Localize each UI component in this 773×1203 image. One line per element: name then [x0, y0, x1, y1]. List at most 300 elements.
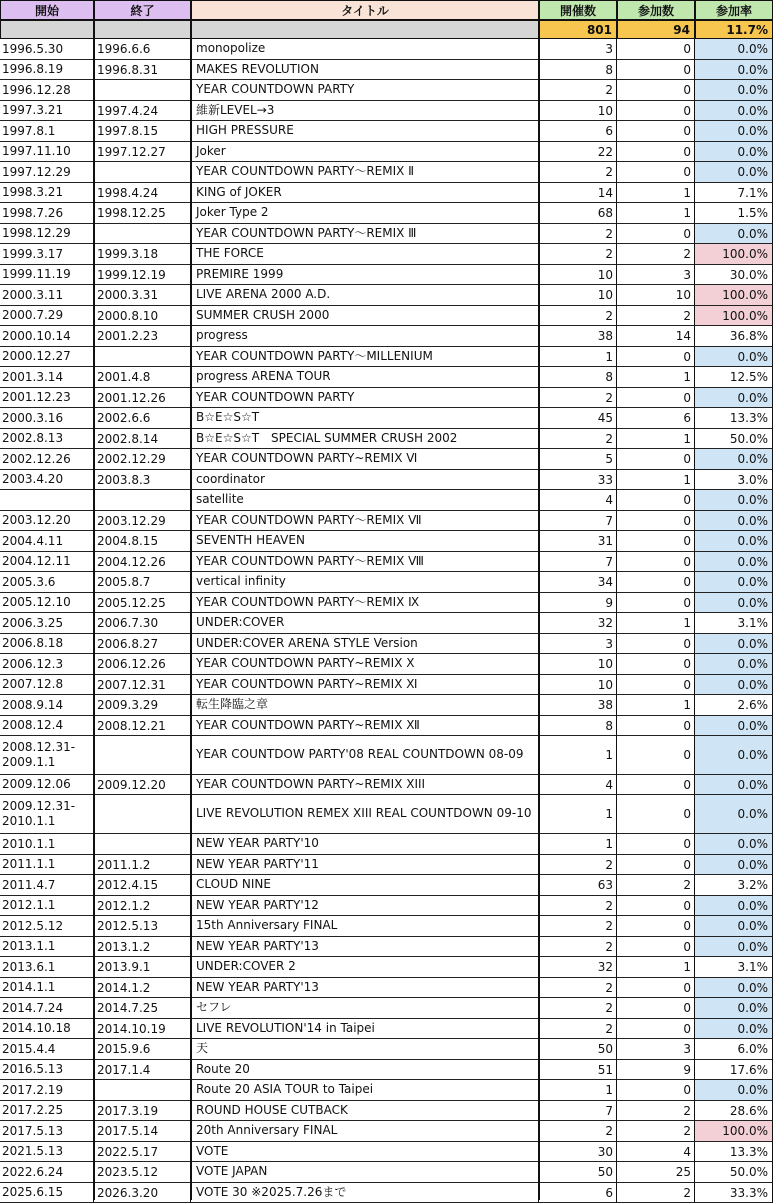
header-attended[interactable]: 参加数 — [617, 0, 695, 20]
cell-start[interactable]: 2025.6.15 — [0, 1183, 94, 1203]
cell-title[interactable]: HIGH PRESSURE — [191, 121, 539, 142]
cell-title[interactable]: YEAR COUNTDOWN PARTY～REMIX Ⅸ — [191, 593, 539, 613]
cell-attended[interactable]: 10 — [617, 285, 695, 306]
cell-start[interactable]: 2011.1.1 — [0, 855, 94, 875]
cell-end[interactable]: 2014.7.25 — [94, 998, 191, 1019]
cell-start[interactable]: 1998.12.29 — [0, 224, 94, 244]
cell-start[interactable] — [0, 490, 94, 511]
cell-start[interactable]: 1997.3.21 — [0, 101, 94, 121]
cell-title[interactable]: 維新LEVEL→3 — [191, 101, 539, 121]
cell-rate[interactable]: 1.5% — [695, 203, 773, 224]
cell-rate[interactable]: 0.0% — [695, 736, 773, 775]
cell-end[interactable]: 2004.8.15 — [94, 531, 191, 552]
cell-title[interactable]: vertical infinity — [191, 572, 539, 593]
cell-end[interactable] — [94, 80, 191, 101]
cell-title[interactable]: セフレ — [191, 998, 539, 1019]
cell-title[interactable]: CLOUD NINE — [191, 875, 539, 896]
cell-title[interactable]: THE FORCE — [191, 244, 539, 265]
cell-held[interactable]: 8 — [539, 367, 617, 388]
cell-end[interactable]: 1999.3.18 — [94, 244, 191, 265]
cell-start[interactable]: 2003.4.20 — [0, 470, 94, 490]
cell-start[interactable]: 1999.11.19 — [0, 265, 94, 285]
cell-attended[interactable]: 2 — [617, 875, 695, 896]
cell-end[interactable]: 2011.1.2 — [94, 855, 191, 875]
cell-attended[interactable]: 3 — [617, 1039, 695, 1060]
cell-attended[interactable]: 0 — [617, 716, 695, 736]
cell-start[interactable]: 2010.1.1 — [0, 834, 94, 855]
cell-rate[interactable]: 0.0% — [695, 162, 773, 183]
cell-end[interactable]: 1996.6.6 — [94, 39, 191, 60]
cell-start[interactable]: 2008.12.31-2009.1.1 — [0, 736, 94, 775]
cell-attended[interactable]: 2 — [617, 244, 695, 265]
cell-title[interactable]: LIVE REVOLUTION REMEX XIII REAL COUNTDOWN 09-10 — [191, 795, 539, 834]
cell-end[interactable] — [94, 834, 191, 855]
cell-end[interactable]: 2022.5.17 — [94, 1142, 191, 1162]
cell-end[interactable]: 2017.1.4 — [94, 1060, 191, 1080]
cell-rate[interactable]: 0.0% — [695, 388, 773, 408]
cell-held[interactable]: 1 — [539, 347, 617, 367]
cell-title[interactable]: coordinator — [191, 470, 539, 490]
cell-title[interactable]: SEVENTH HEAVEN — [191, 531, 539, 552]
cell-end[interactable]: 1999.12.19 — [94, 265, 191, 285]
cell-attended[interactable]: 0 — [617, 978, 695, 998]
cell-rate[interactable]: 17.6% — [695, 1060, 773, 1080]
cell-attended[interactable]: 14 — [617, 326, 695, 347]
cell-rate[interactable]: 100.0% — [695, 306, 773, 326]
cell-attended[interactable]: 1 — [617, 695, 695, 716]
header-held[interactable]: 開催数 — [539, 0, 617, 20]
cell-end[interactable]: 1997.8.15 — [94, 121, 191, 142]
cell-title[interactable]: Route 20 — [191, 1060, 539, 1080]
cell-rate[interactable]: 0.0% — [695, 531, 773, 552]
cell-held[interactable]: 45 — [539, 408, 617, 429]
cell-title[interactable]: ROUND HOUSE CUTBACK — [191, 1101, 539, 1121]
cell-start[interactable]: 2013.1.1 — [0, 937, 94, 957]
cell-held[interactable]: 50 — [539, 1039, 617, 1060]
cell-rate[interactable]: 100.0% — [695, 1121, 773, 1142]
cell-attended[interactable]: 0 — [617, 1080, 695, 1101]
header-end[interactable]: 終了 — [94, 0, 191, 20]
cell-rate[interactable]: 6.0% — [695, 1039, 773, 1060]
cell-start[interactable]: 2000.3.16 — [0, 408, 94, 429]
cell-title[interactable]: LIVE ARENA 2000 A.D. — [191, 285, 539, 306]
cell-end[interactable]: 2015.9.6 — [94, 1039, 191, 1060]
cell-end[interactable]: 2014.1.2 — [94, 978, 191, 998]
cell-attended[interactable]: 0 — [617, 795, 695, 834]
cell-title[interactable]: LIVE REVOLUTION'14 in Taipei — [191, 1019, 539, 1039]
cell-held[interactable]: 68 — [539, 203, 617, 224]
cell-end[interactable]: 2001.2.23 — [94, 326, 191, 347]
cell-held[interactable]: 6 — [539, 121, 617, 142]
cell-end[interactable]: 2017.5.14 — [94, 1121, 191, 1142]
cell-start[interactable]: 2009.12.31-2010.1.1 — [0, 795, 94, 834]
cell-title[interactable]: UNDER:COVER 2 — [191, 957, 539, 978]
cell-title[interactable]: YEAR COUNTDOWN PARTY~REMIX XIII — [191, 775, 539, 795]
cell-attended[interactable]: 0 — [617, 572, 695, 593]
cell-title[interactable]: PREMIRE 1999 — [191, 265, 539, 285]
cell-title[interactable]: monopolize — [191, 39, 539, 60]
cell-start[interactable]: 2021.5.13 — [0, 1142, 94, 1162]
cell-start[interactable]: 1997.8.1 — [0, 121, 94, 142]
cell-held[interactable]: 3 — [539, 634, 617, 654]
cell-held[interactable]: 8 — [539, 60, 617, 80]
cell-rate[interactable]: 30.0% — [695, 265, 773, 285]
cell-end[interactable]: 2026.3.20 — [94, 1183, 191, 1203]
cell-rate[interactable]: 0.0% — [695, 490, 773, 511]
cell-attended[interactable]: 0 — [617, 916, 695, 937]
cell-title[interactable]: YEAR COUNTDOWN PARTY～REMIX Ⅱ — [191, 162, 539, 183]
cell-held[interactable]: 2 — [539, 162, 617, 183]
cell-title[interactable]: satellite — [191, 490, 539, 511]
cell-held[interactable]: 2 — [539, 1121, 617, 1142]
cell-held[interactable]: 14 — [539, 183, 617, 203]
cell-end[interactable]: 2004.12.26 — [94, 552, 191, 572]
cell-held[interactable]: 50 — [539, 1162, 617, 1183]
cell-start[interactable]: 2022.6.24 — [0, 1162, 94, 1183]
totals-blank-start[interactable] — [0, 20, 94, 39]
cell-attended[interactable]: 1 — [617, 367, 695, 388]
cell-end[interactable]: 2000.8.10 — [94, 306, 191, 326]
cell-held[interactable]: 8 — [539, 716, 617, 736]
cell-rate[interactable]: 0.0% — [695, 121, 773, 142]
cell-held[interactable]: 10 — [539, 285, 617, 306]
cell-attended[interactable]: 25 — [617, 1162, 695, 1183]
cell-title[interactable]: Joker — [191, 142, 539, 162]
cell-attended[interactable]: 1 — [617, 470, 695, 490]
cell-rate[interactable]: 0.0% — [695, 937, 773, 957]
cell-title[interactable]: UNDER:COVER — [191, 613, 539, 634]
cell-attended[interactable]: 0 — [617, 775, 695, 795]
cell-start[interactable]: 1999.3.17 — [0, 244, 94, 265]
cell-start[interactable]: 2017.5.13 — [0, 1121, 94, 1142]
cell-end[interactable]: 2003.8.3 — [94, 470, 191, 490]
cell-rate[interactable]: 7.1% — [695, 183, 773, 203]
cell-held[interactable]: 31 — [539, 531, 617, 552]
cell-start[interactable]: 2000.12.27 — [0, 347, 94, 367]
cell-held[interactable]: 63 — [539, 875, 617, 896]
cell-end[interactable]: 2013.1.2 — [94, 937, 191, 957]
cell-start[interactable]: 2000.10.14 — [0, 326, 94, 347]
cell-held[interactable]: 2 — [539, 429, 617, 449]
cell-start[interactable]: 2017.2.25 — [0, 1101, 94, 1121]
cell-end[interactable]: 1998.12.25 — [94, 203, 191, 224]
cell-start[interactable]: 2014.10.18 — [0, 1019, 94, 1039]
cell-title[interactable]: 転生降臨之章 — [191, 695, 539, 716]
cell-held[interactable]: 1 — [539, 1080, 617, 1101]
cell-start[interactable]: 2002.12.26 — [0, 449, 94, 470]
cell-attended[interactable]: 0 — [617, 593, 695, 613]
cell-end[interactable]: 2009.3.29 — [94, 695, 191, 716]
cell-title[interactable]: NEW YEAR PARTY'10 — [191, 834, 539, 855]
cell-end[interactable]: 1997.4.24 — [94, 101, 191, 121]
cell-start[interactable]: 1996.5.30 — [0, 39, 94, 60]
cell-title[interactable]: YEAR COUNTDOWN PARTY～REMIX Ⅶ — [191, 511, 539, 531]
cell-title[interactable]: UNDER:COVER ARENA STYLE Version — [191, 634, 539, 654]
total-rate[interactable]: 11.7% — [695, 20, 773, 39]
cell-end[interactable]: 1998.4.24 — [94, 183, 191, 203]
header-title[interactable]: タイトル — [191, 0, 539, 20]
cell-end[interactable]: 2005.8.7 — [94, 572, 191, 593]
cell-rate[interactable]: 0.0% — [695, 716, 773, 736]
cell-rate[interactable]: 0.0% — [695, 896, 773, 916]
cell-held[interactable]: 32 — [539, 957, 617, 978]
cell-title[interactable]: VOTE JAPAN — [191, 1162, 539, 1183]
cell-attended[interactable]: 0 — [617, 552, 695, 572]
cell-rate[interactable]: 3.0% — [695, 470, 773, 490]
cell-title[interactable]: NEW YEAR PARTY'13 — [191, 978, 539, 998]
cell-rate[interactable]: 0.0% — [695, 347, 773, 367]
cell-rate[interactable]: 0.0% — [695, 593, 773, 613]
cell-end[interactable]: 1997.12.27 — [94, 142, 191, 162]
cell-end[interactable]: 2009.12.20 — [94, 775, 191, 795]
cell-rate[interactable]: 0.0% — [695, 998, 773, 1019]
cell-held[interactable]: 2 — [539, 244, 617, 265]
cell-rate[interactable]: 0.0% — [695, 634, 773, 654]
total-attended[interactable]: 94 — [617, 20, 695, 39]
cell-start[interactable]: 2012.5.12 — [0, 916, 94, 937]
cell-attended[interactable]: 0 — [617, 142, 695, 162]
cell-held[interactable]: 2 — [539, 306, 617, 326]
cell-rate[interactable]: 0.0% — [695, 142, 773, 162]
cell-start[interactable]: 2016.5.13 — [0, 1060, 94, 1080]
cell-rate[interactable]: 13.3% — [695, 1142, 773, 1162]
cell-title[interactable]: YEAR COUNTDOWN PARTY — [191, 388, 539, 408]
header-rate[interactable]: 参加率 — [695, 0, 773, 20]
cell-held[interactable]: 33 — [539, 470, 617, 490]
cell-attended[interactable]: 2 — [617, 1121, 695, 1142]
cell-end[interactable]: 2008.12.21 — [94, 716, 191, 736]
cell-title[interactable]: 15th Anniversary FINAL — [191, 916, 539, 937]
cell-end[interactable] — [94, 162, 191, 183]
cell-start[interactable]: 2002.8.13 — [0, 429, 94, 449]
cell-start[interactable]: 2009.12.06 — [0, 775, 94, 795]
cell-rate[interactable]: 0.0% — [695, 795, 773, 834]
cell-start[interactable]: 2005.12.10 — [0, 593, 94, 613]
cell-end[interactable] — [94, 347, 191, 367]
cell-attended[interactable]: 0 — [617, 162, 695, 183]
cell-rate[interactable]: 3.1% — [695, 613, 773, 634]
cell-attended[interactable]: 6 — [617, 408, 695, 429]
cell-end[interactable] — [94, 1080, 191, 1101]
cell-held[interactable]: 22 — [539, 142, 617, 162]
cell-title[interactable]: 天 — [191, 1039, 539, 1060]
cell-title[interactable]: YEAR COUNTDOWN PARTY~REMIX Ⅵ — [191, 449, 539, 470]
cell-attended[interactable]: 0 — [617, 490, 695, 511]
cell-rate[interactable]: 0.0% — [695, 101, 773, 121]
cell-attended[interactable]: 0 — [617, 511, 695, 531]
cell-rate[interactable]: 33.3% — [695, 1183, 773, 1203]
totals-blank-title[interactable] — [191, 20, 539, 39]
cell-start[interactable]: 2001.12.23 — [0, 388, 94, 408]
cell-attended[interactable]: 4 — [617, 1142, 695, 1162]
cell-attended[interactable]: 0 — [617, 60, 695, 80]
cell-held[interactable]: 6 — [539, 1183, 617, 1203]
cell-end[interactable]: 2023.5.12 — [94, 1162, 191, 1183]
cell-attended[interactable]: 2 — [617, 306, 695, 326]
cell-held[interactable]: 51 — [539, 1060, 617, 1080]
cell-held[interactable]: 2 — [539, 388, 617, 408]
cell-start[interactable]: 1997.12.29 — [0, 162, 94, 183]
cell-rate[interactable]: 0.0% — [695, 80, 773, 101]
cell-end[interactable]: 2012.4.15 — [94, 875, 191, 896]
cell-rate[interactable]: 0.0% — [695, 60, 773, 80]
cell-rate[interactable]: 0.0% — [695, 449, 773, 470]
cell-attended[interactable]: 0 — [617, 531, 695, 552]
cell-attended[interactable]: 0 — [617, 101, 695, 121]
cell-held[interactable]: 38 — [539, 326, 617, 347]
cell-attended[interactable]: 0 — [617, 736, 695, 775]
cell-attended[interactable]: 0 — [617, 1019, 695, 1039]
cell-title[interactable]: KING of JOKER — [191, 183, 539, 203]
cell-title[interactable]: B☆E☆S☆T — [191, 408, 539, 429]
cell-title[interactable]: NEW YEAR PARTY'12 — [191, 896, 539, 916]
cell-title[interactable]: B☆E☆S☆T SPECIAL SUMMER CRUSH 2002 — [191, 429, 539, 449]
total-held[interactable]: 801 — [539, 20, 617, 39]
cell-start[interactable]: 2004.4.11 — [0, 531, 94, 552]
cell-start[interactable]: 1998.7.26 — [0, 203, 94, 224]
cell-attended[interactable]: 0 — [617, 834, 695, 855]
cell-rate[interactable]: 0.0% — [695, 834, 773, 855]
cell-attended[interactable]: 0 — [617, 855, 695, 875]
cell-attended[interactable]: 0 — [617, 937, 695, 957]
cell-end[interactable]: 2012.1.2 — [94, 896, 191, 916]
cell-attended[interactable]: 0 — [617, 224, 695, 244]
cell-end[interactable] — [94, 490, 191, 511]
cell-title[interactable]: YEAR COUNTDOWN PARTY~REMIX Ⅻ — [191, 716, 539, 736]
cell-start[interactable]: 2006.3.25 — [0, 613, 94, 634]
cell-title[interactable]: YEAR COUNTDOW PARTY'08 REAL COUNTDOWN 08-09 — [191, 736, 539, 775]
cell-title[interactable]: YEAR COUNTDOWN PARTY～MILLENIUM — [191, 347, 539, 367]
cell-rate[interactable]: 0.0% — [695, 572, 773, 593]
cell-held[interactable]: 2 — [539, 978, 617, 998]
cell-start[interactable]: 2000.3.11 — [0, 285, 94, 306]
cell-rate[interactable]: 50.0% — [695, 429, 773, 449]
cell-end[interactable]: 2006.12.26 — [94, 654, 191, 675]
cell-start[interactable]: 2006.12.3 — [0, 654, 94, 675]
cell-rate[interactable]: 0.0% — [695, 775, 773, 795]
cell-rate[interactable]: 0.0% — [695, 1080, 773, 1101]
cell-held[interactable]: 1 — [539, 736, 617, 775]
cell-start[interactable]: 2006.8.18 — [0, 634, 94, 654]
cell-rate[interactable]: 2.6% — [695, 695, 773, 716]
cell-rate[interactable]: 36.8% — [695, 326, 773, 347]
cell-attended[interactable]: 1 — [617, 183, 695, 203]
cell-start[interactable]: 2015.4.4 — [0, 1039, 94, 1060]
cell-held[interactable]: 2 — [539, 80, 617, 101]
cell-rate[interactable]: 0.0% — [695, 675, 773, 695]
cell-attended[interactable]: 2 — [617, 1183, 695, 1203]
cell-attended[interactable]: 0 — [617, 388, 695, 408]
totals-blank-end[interactable] — [94, 20, 191, 39]
cell-held[interactable]: 1 — [539, 795, 617, 834]
cell-held[interactable]: 4 — [539, 490, 617, 511]
cell-end[interactable]: 2012.5.13 — [94, 916, 191, 937]
cell-rate[interactable]: 12.5% — [695, 367, 773, 388]
cell-held[interactable]: 2 — [539, 855, 617, 875]
cell-rate[interactable]: 0.0% — [695, 552, 773, 572]
cell-rate[interactable]: 50.0% — [695, 1162, 773, 1183]
cell-attended[interactable]: 0 — [617, 121, 695, 142]
cell-end[interactable] — [94, 736, 191, 775]
cell-start[interactable]: 2008.9.14 — [0, 695, 94, 716]
cell-rate[interactable]: 3.1% — [695, 957, 773, 978]
cell-attended[interactable]: 0 — [617, 654, 695, 675]
cell-end[interactable]: 2007.12.31 — [94, 675, 191, 695]
cell-title[interactable]: YEAR COUNTDOWN PARTY～REMIX Ⅲ — [191, 224, 539, 244]
cell-title[interactable]: progress ARENA TOUR — [191, 367, 539, 388]
cell-attended[interactable]: 0 — [617, 998, 695, 1019]
cell-held[interactable]: 10 — [539, 675, 617, 695]
cell-start[interactable]: 2003.12.20 — [0, 511, 94, 531]
cell-held[interactable]: 2 — [539, 937, 617, 957]
cell-held[interactable]: 7 — [539, 511, 617, 531]
cell-rate[interactable]: 0.0% — [695, 224, 773, 244]
cell-title[interactable]: YEAR COUNTDOWN PARTY — [191, 80, 539, 101]
cell-held[interactable]: 2 — [539, 916, 617, 937]
cell-end[interactable]: 2002.12.29 — [94, 449, 191, 470]
cell-rate[interactable]: 0.0% — [695, 978, 773, 998]
cell-end[interactable] — [94, 795, 191, 834]
cell-attended[interactable]: 1 — [617, 203, 695, 224]
cell-start[interactable]: 2014.7.24 — [0, 998, 94, 1019]
cell-attended[interactable]: 3 — [617, 265, 695, 285]
cell-end[interactable]: 2017.3.19 — [94, 1101, 191, 1121]
cell-start[interactable]: 2004.12.11 — [0, 552, 94, 572]
cell-rate[interactable]: 28.6% — [695, 1101, 773, 1121]
cell-held[interactable]: 2 — [539, 1019, 617, 1039]
cell-rate[interactable]: 0.0% — [695, 39, 773, 60]
cell-title[interactable]: MAKES REVOLUTION — [191, 60, 539, 80]
cell-rate[interactable]: 0.0% — [695, 916, 773, 937]
cell-end[interactable]: 2006.8.27 — [94, 634, 191, 654]
header-start[interactable]: 開始 — [0, 0, 94, 20]
cell-held[interactable]: 4 — [539, 775, 617, 795]
cell-attended[interactable]: 9 — [617, 1060, 695, 1080]
cell-start[interactable]: 2007.12.8 — [0, 675, 94, 695]
cell-attended[interactable]: 0 — [617, 896, 695, 916]
cell-rate[interactable]: 100.0% — [695, 285, 773, 306]
cell-held[interactable]: 32 — [539, 613, 617, 634]
cell-attended[interactable]: 0 — [617, 39, 695, 60]
cell-start[interactable]: 2017.2.19 — [0, 1080, 94, 1101]
cell-end[interactable]: 1996.8.31 — [94, 60, 191, 80]
cell-start[interactable]: 2000.7.29 — [0, 306, 94, 326]
cell-attended[interactable]: 2 — [617, 1101, 695, 1121]
cell-start[interactable]: 1998.3.21 — [0, 183, 94, 203]
cell-rate[interactable]: 13.3% — [695, 408, 773, 429]
cell-held[interactable]: 1 — [539, 834, 617, 855]
cell-held[interactable]: 2 — [539, 224, 617, 244]
cell-held[interactable]: 2 — [539, 896, 617, 916]
cell-held[interactable]: 10 — [539, 101, 617, 121]
cell-start[interactable]: 2011.4.7 — [0, 875, 94, 896]
cell-end[interactable]: 2002.8.14 — [94, 429, 191, 449]
cell-held[interactable]: 5 — [539, 449, 617, 470]
cell-title[interactable]: VOTE — [191, 1142, 539, 1162]
cell-start[interactable]: 2001.3.14 — [0, 367, 94, 388]
cell-end[interactable]: 2006.7.30 — [94, 613, 191, 634]
cell-start[interactable]: 1996.8.19 — [0, 60, 94, 80]
cell-end[interactable]: 2001.4.8 — [94, 367, 191, 388]
cell-held[interactable]: 3 — [539, 39, 617, 60]
cell-attended[interactable]: 0 — [617, 347, 695, 367]
cell-held[interactable]: 7 — [539, 1101, 617, 1121]
cell-attended[interactable]: 0 — [617, 675, 695, 695]
cell-start[interactable]: 2013.6.1 — [0, 957, 94, 978]
cell-held[interactable]: 10 — [539, 265, 617, 285]
cell-title[interactable]: SUMMER CRUSH 2000 — [191, 306, 539, 326]
cell-start[interactable]: 2014.1.1 — [0, 978, 94, 998]
